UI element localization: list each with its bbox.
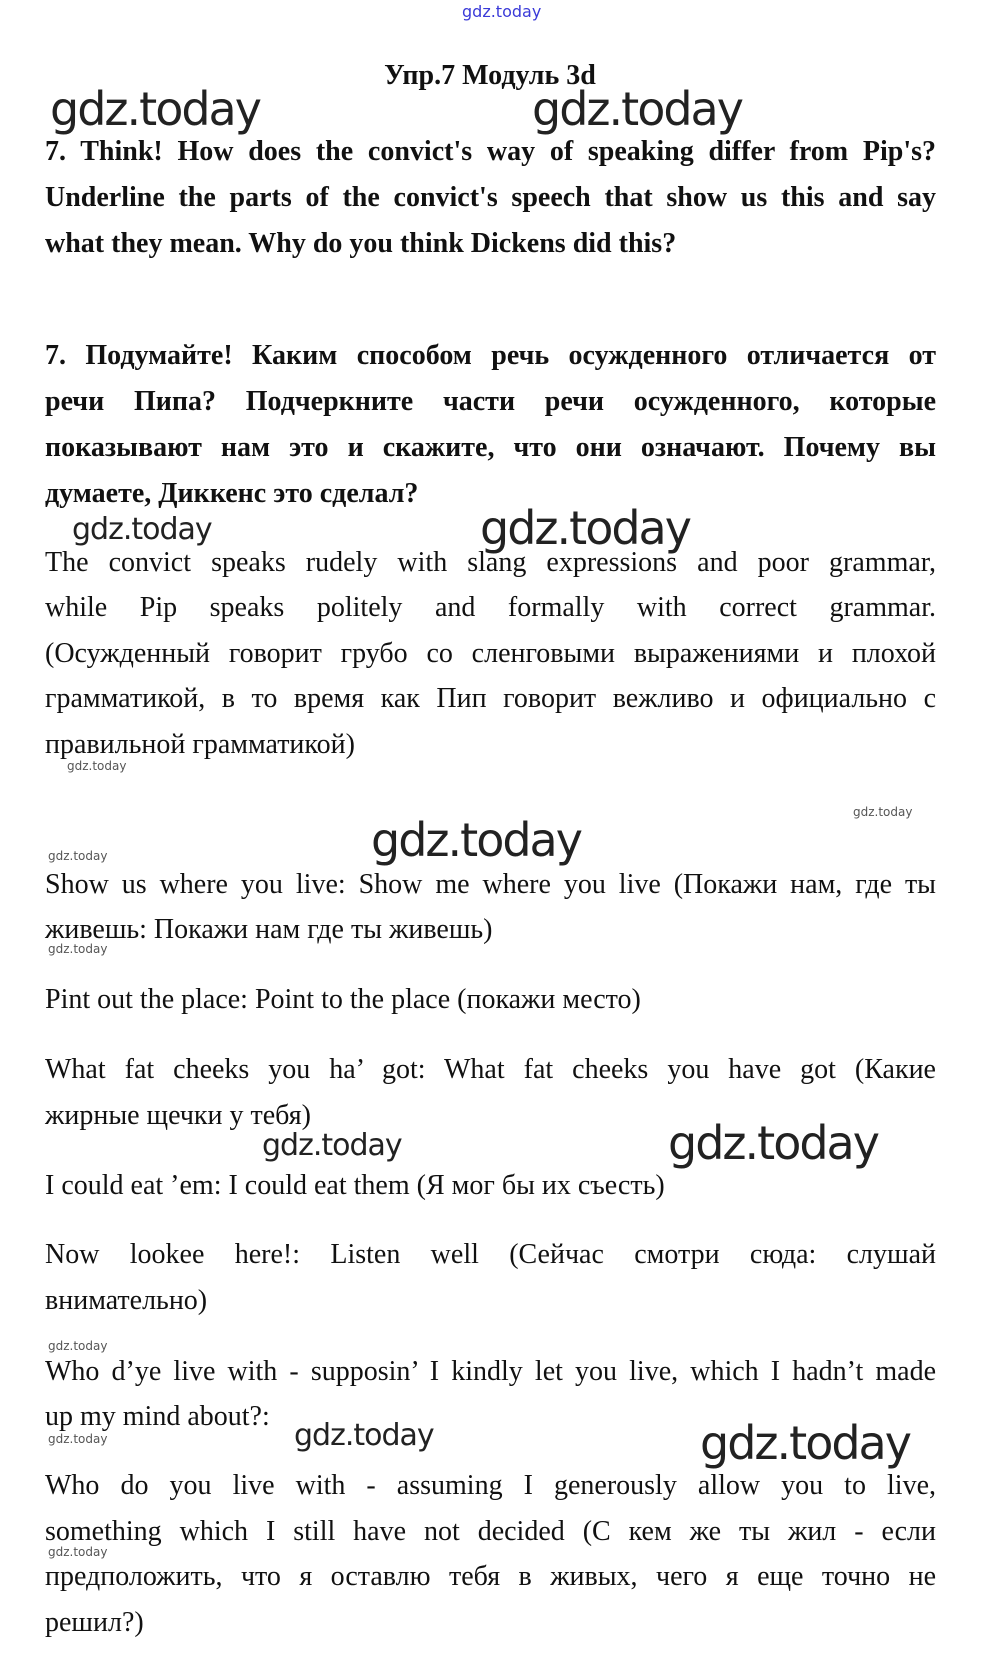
example-line: Who do you live with - assuming I generously allow you to live, xyxy=(45,1470,936,1501)
example-line: Now lookee here!: Listen well (Сейчас смотри сюда: слушай xyxy=(45,1239,936,1270)
watermark: gdz.today xyxy=(700,1416,910,1470)
example-line: up my mind about?: xyxy=(45,1401,270,1432)
watermark: gdz.today xyxy=(48,1339,108,1353)
answer-line: грамматикой, в то время как Пип говорит вежливо и официально с xyxy=(45,683,936,714)
watermark: gdz.today xyxy=(532,82,742,136)
question-en-line: Underline the parts of the convict's speech that show us this and say xyxy=(45,182,936,213)
answer-line: The convict speaks rudely with slang expressions and poor grammar, xyxy=(45,547,936,578)
question-ru-line: показывают нам это и скажите, что они означают. Почему вы xyxy=(45,432,936,463)
question-ru-line: речи Пипа? Подчеркните части речи осужденного, которые xyxy=(45,386,936,417)
question-en-line: what they mean. Why do you think Dickens did this? xyxy=(45,228,677,259)
example-line: живешь: Покажи нам где ты живешь) xyxy=(45,914,493,945)
example-line: Pint out the place: Point to the place (покажи место) xyxy=(45,984,641,1015)
example-line: Show us where you live: Show me where you live (Покажи нам, где ты xyxy=(45,869,936,900)
example-line: something which I still have not decided (С кем же ты жил - если xyxy=(45,1516,936,1547)
watermark: gdz.today xyxy=(48,1545,108,1559)
watermark: gdz.today xyxy=(48,1432,108,1446)
watermark: gdz.today xyxy=(48,849,108,863)
example-line: предположить, что я оставлю тебя в живых, чего я еще точно не xyxy=(45,1561,936,1592)
answer-line: while Pip speaks politely and formally with correct grammar. xyxy=(45,592,936,623)
question-en-line: 7. Think! How does the convict's way of speaking differ from Pip's? xyxy=(45,136,936,167)
page-title: Упр.7 Модуль 3d xyxy=(384,60,596,91)
example-line: I could eat ’em: I could eat them (Я мог бы их съесть) xyxy=(45,1170,665,1201)
watermark: gdz.today xyxy=(480,501,690,555)
watermark-top: gdz.today xyxy=(462,2,542,21)
question-ru-line: 7. Подумайте! Каким способом речь осужденного отличается от xyxy=(45,340,936,371)
question-ru-line: думаете, Диккенс это сделал? xyxy=(45,478,419,509)
example-line: What fat cheeks you ha’ got: What fat cheeks you have got (Какие xyxy=(45,1054,936,1085)
example-line: жирные щечки у тебя) xyxy=(45,1100,311,1131)
example-line: внимательно) xyxy=(45,1285,208,1316)
watermark: gdz.today xyxy=(50,82,260,136)
watermark: gdz.today xyxy=(668,1116,878,1170)
watermark: gdz.today xyxy=(72,512,212,547)
answer-line: (Осужденный говорит грубо со сленговыми выражениями и плохой xyxy=(45,638,936,669)
watermark: gdz.today xyxy=(294,1418,434,1453)
watermark: gdz.today xyxy=(371,813,581,867)
watermark: gdz.today xyxy=(853,805,913,819)
answer-line: правильной грамматикой) xyxy=(45,729,355,760)
example-line: Who d’ye live with - supposin’ I kindly let you live, which I hadn’t made xyxy=(45,1356,936,1387)
watermark: gdz.today xyxy=(262,1128,402,1163)
watermark: gdz.today xyxy=(67,759,127,773)
watermark: gdz.today xyxy=(48,942,108,956)
example-line: решил?) xyxy=(45,1607,144,1638)
